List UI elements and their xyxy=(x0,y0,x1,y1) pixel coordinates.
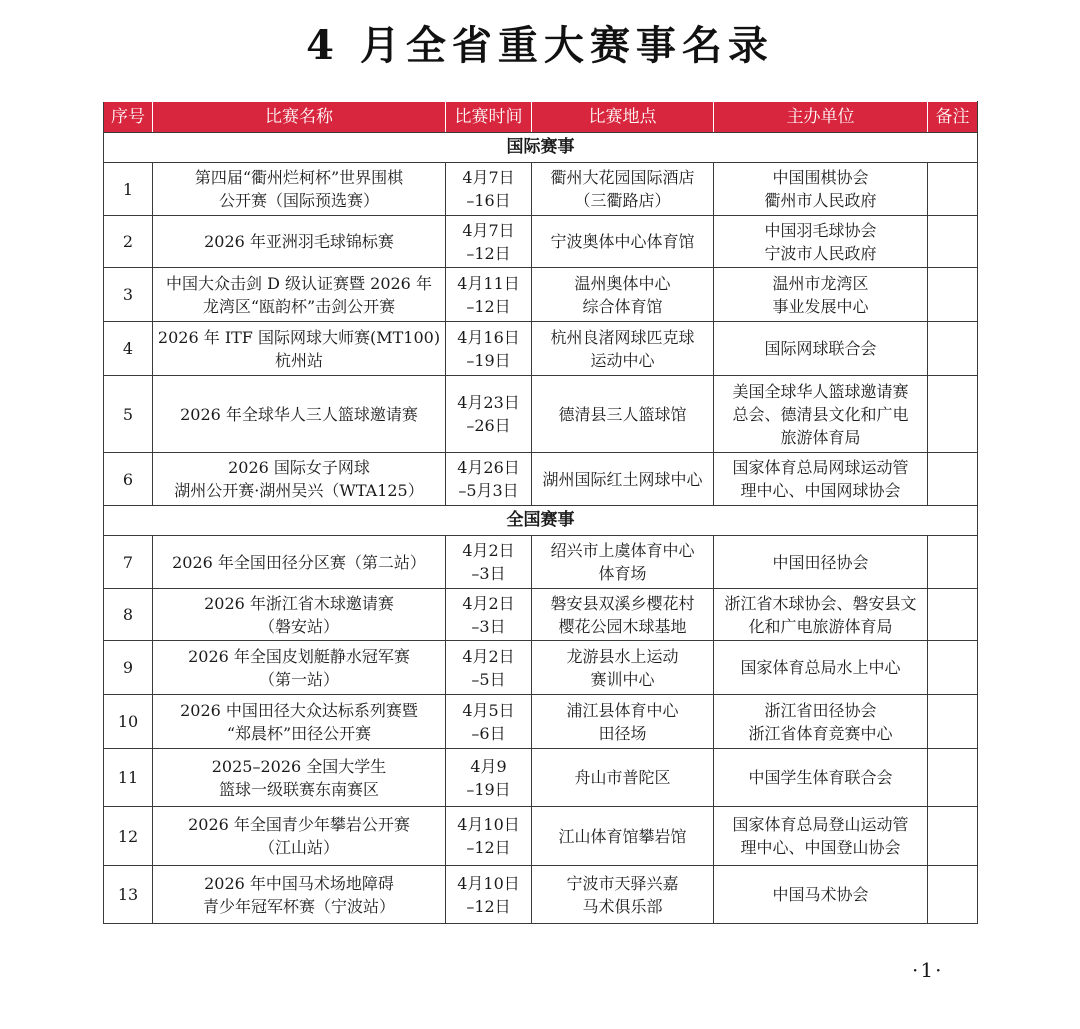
cell-event-time: 4月10日 –12日 xyxy=(446,866,532,924)
cell-event-time: 4月7日 –16日 xyxy=(446,163,532,216)
col-header-venue: 比赛地点 xyxy=(532,102,714,133)
cell-event-name: 2026 国际女子网球 湖州公开赛·湖州吴兴（WTA125） xyxy=(153,453,446,506)
cell-event-venue: 湖州国际红土网球中心 xyxy=(532,453,714,506)
cell-event-name: 2026 年全国田径分区赛（第二站） xyxy=(153,536,446,589)
cell-event-name: 2026 年全球华人三人篮球邀请赛 xyxy=(153,376,446,453)
page-title: 4 月全省重大赛事名录 xyxy=(306,22,774,69)
cell-seq: 5 xyxy=(104,376,153,453)
cell-event-time: 4月2日 –3日 xyxy=(446,536,532,589)
col-header-remark: 备注 xyxy=(928,102,978,133)
cell-seq: 12 xyxy=(104,807,153,866)
cell-organizer: 国家体育总局登山运动管 理中心、中国登山协会 xyxy=(714,807,928,866)
table-header-row xyxy=(104,102,978,133)
cell-organizer: 国家体育总局水上中心 xyxy=(714,641,928,695)
cell-event-time: 4月11日 –12日 xyxy=(446,268,532,322)
page-number: ·1· xyxy=(912,958,944,982)
cell-event-time: 4月5日 –6日 xyxy=(446,695,532,749)
cell-event-venue: 温州奥体中心 综合体育馆 xyxy=(532,268,714,322)
table-row xyxy=(104,589,978,641)
cell-remark xyxy=(928,376,978,453)
cell-remark xyxy=(928,695,978,749)
cell-event-time: 4月10日 –12日 xyxy=(446,807,532,866)
section-international-row xyxy=(104,133,978,163)
cell-event-time: 4月16日 –19日 xyxy=(446,322,532,376)
cell-event-name: 2026 年 ITF 国际网球大师赛(MT100) 杭州站 xyxy=(153,322,446,376)
cell-event-time: 4月7日 –12日 xyxy=(446,216,532,268)
cell-seq: 4 xyxy=(104,322,153,376)
table-row xyxy=(104,322,978,376)
cell-seq: 10 xyxy=(104,695,153,749)
table-row xyxy=(104,536,978,589)
cell-remark xyxy=(928,749,978,807)
table-row xyxy=(104,453,978,506)
cell-event-name: 2026 年浙江省木球邀请赛 （磐安站） xyxy=(153,589,446,641)
section-international-heading: 国际赛事 xyxy=(104,133,978,163)
cell-seq: 2 xyxy=(104,216,153,268)
cell-seq: 3 xyxy=(104,268,153,322)
cell-event-name: 中国大众击剑 D 级认证赛暨 2026 年 龙湾区“瓯韵杯”击剑公开赛 xyxy=(153,268,446,322)
cell-seq: 9 xyxy=(104,641,153,695)
section-national-heading: 全国赛事 xyxy=(104,506,978,536)
cell-event-venue: 宁波奥体中心体育馆 xyxy=(532,216,714,268)
cell-event-venue: 龙游县水上运动 赛训中心 xyxy=(532,641,714,695)
cell-event-name: 2026 年全国皮划艇静水冠军赛 （第一站） xyxy=(153,641,446,695)
table-row xyxy=(104,376,978,453)
cell-event-venue: 舟山市普陀区 xyxy=(532,749,714,807)
table-row xyxy=(104,163,978,216)
cell-organizer: 浙江省木球协会、磐安县文 化和广电旅游体育局 xyxy=(714,589,928,641)
cell-event-name: 第四届“衢州烂柯杯”世界围棋 公开赛（国际预选赛） xyxy=(153,163,446,216)
cell-event-venue: 绍兴市上虞体育中心 体育场 xyxy=(532,536,714,589)
col-header-seq: 序号 xyxy=(104,102,153,133)
cell-organizer: 中国羽毛球协会 宁波市人民政府 xyxy=(714,216,928,268)
cell-event-time: 4月9 –19日 xyxy=(446,749,532,807)
section-national-row xyxy=(104,506,978,536)
cell-event-time: 4月23日 –26日 xyxy=(446,376,532,453)
cell-remark xyxy=(928,216,978,268)
cell-event-venue: 宁波市天驿兴嘉 马术俱乐部 xyxy=(532,866,714,924)
cell-remark xyxy=(928,268,978,322)
cell-remark xyxy=(928,163,978,216)
cell-organizer: 浙江省田径协会 浙江省体育竞赛中心 xyxy=(714,695,928,749)
cell-organizer: 温州市龙湾区 事业发展中心 xyxy=(714,268,928,322)
cell-event-time: 4月2日 –3日 xyxy=(446,589,532,641)
table-row xyxy=(104,695,978,749)
cell-remark xyxy=(928,641,978,695)
table-row xyxy=(104,807,978,866)
cell-seq: 1 xyxy=(104,163,153,216)
cell-organizer: 中国围棋协会 衢州市人民政府 xyxy=(714,163,928,216)
cell-remark xyxy=(928,807,978,866)
cell-organizer: 中国学生体育联合会 xyxy=(714,749,928,807)
cell-organizer: 中国马术协会 xyxy=(714,866,928,924)
cell-remark xyxy=(928,866,978,924)
col-header-time: 比赛时间 xyxy=(446,102,532,133)
cell-organizer: 国家体育总局网球运动管 理中心、中国网球协会 xyxy=(714,453,928,506)
cell-event-name: 2026 年亚洲羽毛球锦标赛 xyxy=(153,216,446,268)
cell-event-venue: 磐安县双溪乡樱花村 樱花公园木球基地 xyxy=(532,589,714,641)
cell-event-name: 2026 年全国青少年攀岩公开赛 （江山站） xyxy=(153,807,446,866)
cell-remark xyxy=(928,322,978,376)
table-row xyxy=(104,749,978,807)
cell-remark xyxy=(928,536,978,589)
table-row xyxy=(104,641,978,695)
events-table xyxy=(103,101,978,924)
cell-event-time: 4月2日 –5日 xyxy=(446,641,532,695)
cell-event-venue: 杭州良渚网球匹克球 运动中心 xyxy=(532,322,714,376)
cell-seq: 7 xyxy=(104,536,153,589)
cell-remark xyxy=(928,453,978,506)
cell-remark xyxy=(928,589,978,641)
cell-seq: 6 xyxy=(104,453,153,506)
table-row xyxy=(104,216,978,268)
cell-organizer: 中国田径协会 xyxy=(714,536,928,589)
cell-seq: 11 xyxy=(104,749,153,807)
table-row xyxy=(104,866,978,924)
col-header-name: 比赛名称 xyxy=(153,102,446,133)
cell-organizer: 国际网球联合会 xyxy=(714,322,928,376)
cell-event-time: 4月26日 –5月3日 xyxy=(446,453,532,506)
table-body xyxy=(104,133,978,924)
cell-event-venue: 浦江县体育中心 田径场 xyxy=(532,695,714,749)
cell-seq: 8 xyxy=(104,589,153,641)
cell-event-name: 2026 年中国马术场地障碍 青少年冠军杯赛（宁波站） xyxy=(153,866,446,924)
cell-event-venue: 衢州大花园国际酒店 （三衢路店） xyxy=(532,163,714,216)
cell-seq: 13 xyxy=(104,866,153,924)
cell-event-name: 2025–2026 全国大学生 篮球一级联赛东南赛区 xyxy=(153,749,446,807)
cell-event-venue: 德清县三人篮球馆 xyxy=(532,376,714,453)
col-header-organizer: 主办单位 xyxy=(714,102,928,133)
cell-event-venue: 江山体育馆攀岩馆 xyxy=(532,807,714,866)
cell-organizer: 美国全球华人篮球邀请赛 总会、德清县文化和广电 旅游体育局 xyxy=(714,376,928,453)
cell-event-name: 2026 中国田径大众达标系列赛暨 “郑晨杯”田径公开赛 xyxy=(153,695,446,749)
table-row xyxy=(104,268,978,322)
